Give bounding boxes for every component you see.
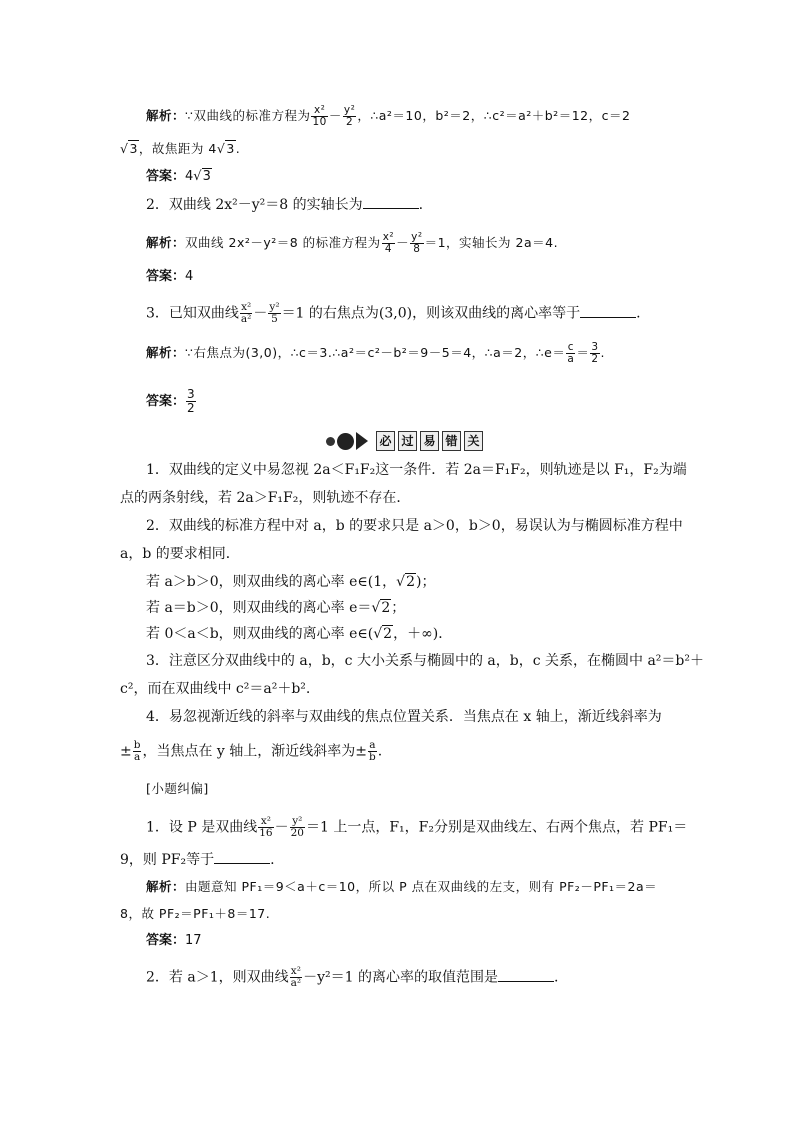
point-1-line-2 xyxy=(120,489,410,507)
analysis-label: 解析： xyxy=(146,345,186,360)
banner-char: 必 xyxy=(376,431,395,451)
numerator: c xyxy=(567,341,574,353)
denominator: a² xyxy=(240,313,252,325)
exercise-1-analysis-2 xyxy=(120,905,270,923)
sqrt: √3 xyxy=(120,141,138,156)
text: 8，故 PF₂＝PF₁＋8＝17. xyxy=(120,906,271,921)
text: . xyxy=(270,852,275,868)
question-2 xyxy=(146,196,423,214)
text: ，故焦距为 4 xyxy=(138,141,217,156)
text: 若 a＝b＞0，则双曲线的离心率 e＝ xyxy=(146,600,372,616)
text: ； xyxy=(391,600,406,616)
exercise-2 xyxy=(146,966,558,989)
denominator: a xyxy=(133,751,141,763)
answer-blank xyxy=(363,196,419,209)
exercise-1-analysis-1 xyxy=(146,878,657,896)
analysis-3 xyxy=(146,342,605,365)
numerator: y² xyxy=(411,231,423,243)
exercise-1-answer xyxy=(146,932,202,950)
banner-char: 关 xyxy=(464,431,483,451)
point-2-case-3 xyxy=(146,625,452,643)
numerator: x² xyxy=(258,816,273,828)
text: . xyxy=(235,141,241,156)
point-4-line-1 xyxy=(146,708,662,726)
denominator: 16 xyxy=(259,827,273,839)
text: 9，则 PF₂等于 xyxy=(120,852,215,868)
text: a，b 的要求相同． xyxy=(120,546,240,562)
text: [小题纠偏] xyxy=(146,781,209,796)
text: ∵双曲线的标准方程为 xyxy=(185,108,311,123)
numerator: b xyxy=(133,739,141,751)
fraction xyxy=(311,105,327,128)
answer-label: 答案： xyxy=(146,269,186,284)
fraction xyxy=(566,342,575,365)
analysis-2 xyxy=(146,232,558,255)
radicand: 3 xyxy=(202,169,211,184)
sqrt: √3 xyxy=(193,169,211,184)
text: 点的两条射线，若 2a＞F₁F₂，则轨迹不存在． xyxy=(120,490,411,506)
question-3 xyxy=(146,302,641,325)
analysis-label: 解析： xyxy=(146,879,186,894)
text: 由题意知 PF₁＝9＜a＋c＝10，所以 P 点在双曲线的左支，则有 PF₂－PF₁＝2a＝ xyxy=(185,879,658,894)
banner-dot-icon xyxy=(326,437,335,446)
analysis-label: 解析： xyxy=(146,235,186,250)
text: 2．若 a＞1，则双曲线 xyxy=(146,969,289,986)
numerator: a xyxy=(369,739,376,751)
point-2-case-2 xyxy=(146,599,405,617)
point-4-line-2 xyxy=(120,740,382,763)
numerator: 3 xyxy=(591,341,599,353)
text: －y²＝1 的离心率的取值范围是 xyxy=(303,969,498,986)
radicand: 2 xyxy=(381,600,391,616)
fraction xyxy=(268,302,280,325)
analysis-line-2 xyxy=(120,140,240,158)
numerator: x² xyxy=(382,231,395,243)
answer-2 xyxy=(146,268,193,286)
text: 若 0＜a＜b，则双曲线的离心率 e∈( xyxy=(146,626,374,642)
answer-label: 答案： xyxy=(146,394,186,409)
text: 4．易忽视渐近线的斜率与双曲线的焦点位置关系．当焦点在 x 轴上，渐近线斜率为 xyxy=(146,709,662,725)
radicand: 2 xyxy=(383,626,393,642)
text: c²，而在双曲线中 c²＝a²＋b². xyxy=(120,681,311,697)
banner-char: 过 xyxy=(398,431,417,451)
text: . xyxy=(418,197,424,213)
text: 1．设 P 是双曲线 xyxy=(146,819,258,836)
denominator: 2 xyxy=(346,116,354,128)
answer-1 xyxy=(146,168,212,186)
denominator: 2 xyxy=(187,401,195,415)
minus: － xyxy=(253,305,268,322)
text: 2．双曲线 2x²－y²＝8 的实轴长为 xyxy=(146,197,363,213)
analysis-label: 解析： xyxy=(146,108,186,123)
minus: － xyxy=(274,819,289,836)
fraction xyxy=(382,232,395,255)
answer-blank xyxy=(580,305,636,318)
point-3-line-1 xyxy=(146,652,704,670)
minus: － xyxy=(396,235,410,250)
minus: － xyxy=(328,108,342,123)
text: 3．注意区分双曲线中的 a，b，c 大小关系与椭圆中的 a，b，c 关系，在椭圆中 a²＝b²＋ xyxy=(146,653,704,669)
numerator: y² xyxy=(290,816,305,828)
fraction xyxy=(186,388,196,415)
numerator: x² xyxy=(311,105,327,117)
radicand: 3 xyxy=(129,141,138,156)
numerator: y² xyxy=(269,301,280,313)
radicand: 3 xyxy=(226,141,235,156)
text: 4 xyxy=(185,269,194,284)
banner-title xyxy=(376,431,483,451)
text: ，＋∞)． xyxy=(393,626,453,642)
fraction xyxy=(258,816,273,839)
text: 3．已知双曲线 xyxy=(146,305,239,322)
fraction xyxy=(240,302,252,325)
numerator: y² xyxy=(343,104,356,116)
banner-arrow-icon xyxy=(356,432,368,450)
denominator: 2 xyxy=(591,353,599,365)
banner-char: 错 xyxy=(442,431,461,451)
text: . xyxy=(636,305,641,322)
text: ＝ xyxy=(576,345,590,360)
text: ＝1，实轴长为 2a＝4. xyxy=(424,235,559,250)
text: ，∴a²＝10，b²＝2，∴c²＝a²＋b²＝12，c＝2 xyxy=(357,108,631,123)
sqrt: √2 xyxy=(396,574,415,590)
exercise-1-line-1 xyxy=(146,816,687,839)
sqrt: √2 xyxy=(371,600,391,616)
text: ＝1 的右焦点为(3,0)，则该双曲线的离心率等于 xyxy=(281,305,581,322)
denominator: 4 xyxy=(384,243,392,255)
text: . xyxy=(600,345,605,360)
point-2-line-2 xyxy=(120,545,240,563)
sqrt: √2 xyxy=(373,626,393,642)
text: )； xyxy=(415,574,436,590)
denominator: 20 xyxy=(290,827,304,839)
exercise-1-line-2 xyxy=(120,851,275,869)
answer-3 xyxy=(146,388,197,415)
fraction xyxy=(290,816,305,839)
fraction xyxy=(290,966,302,989)
answer-label: 答案： xyxy=(146,933,186,948)
denominator: 8 xyxy=(413,243,421,255)
denominator: a xyxy=(567,353,575,365)
analysis-line-1 xyxy=(146,105,630,128)
text: ＝1 上一点，F₁，F₂分别是双曲线左、右两个焦点，若 PF₁＝ xyxy=(305,819,688,836)
text: 4 xyxy=(185,169,194,184)
point-2-case-1 xyxy=(146,573,435,591)
text: 若 a＞b＞0，则双曲线的离心率 e∈(1， xyxy=(146,574,397,590)
point-1-line-1 xyxy=(146,461,687,479)
point-2-line-1 xyxy=(146,517,683,535)
answer-blank xyxy=(498,969,554,982)
sqrt: √3 xyxy=(216,141,235,156)
text: ± xyxy=(120,743,132,760)
fraction xyxy=(368,740,377,763)
text: ∵右焦点为(3,0)，∴c＝3.∴a²＝c²－b²＝9－5＝4，∴a＝2，∴e＝ xyxy=(185,345,566,360)
fraction xyxy=(410,232,423,255)
fraction xyxy=(133,740,142,763)
banner-circle-icon xyxy=(337,433,354,450)
point-3-line-2 xyxy=(120,680,310,698)
fraction xyxy=(343,105,356,128)
numerator: x² xyxy=(241,301,252,313)
answer-label: 答案： xyxy=(146,169,186,184)
radicand: 2 xyxy=(406,574,415,590)
fraction xyxy=(590,342,599,365)
denominator: 5 xyxy=(271,313,278,325)
text: 17 xyxy=(185,933,202,948)
numerator: 3 xyxy=(187,387,195,401)
exercise-heading xyxy=(146,780,209,798)
banner-char: 易 xyxy=(420,431,439,451)
text: . xyxy=(377,743,383,760)
text: ，当焦点在 y 轴上，渐近线斜率为± xyxy=(142,743,368,760)
numerator: x² xyxy=(290,965,301,977)
text: 双曲线 2x²－y²＝8 的标准方程为 xyxy=(185,235,381,250)
denominator: b xyxy=(369,751,376,763)
text: . xyxy=(554,969,559,986)
text: 2．双曲线的标准方程中对 a，b 的要求只是 a＞0，b＞0，易误认为与椭圆标准方程中 xyxy=(146,518,683,534)
text: 1．双曲线的定义中易忽视 2a＜F₁F₂这一条件．若 2a＝F₁F₂，则轨迹是以 F₁，F₂为端 xyxy=(146,462,687,478)
denominator: 10 xyxy=(312,116,327,128)
denominator: a² xyxy=(290,977,302,989)
answer-blank xyxy=(214,851,270,864)
